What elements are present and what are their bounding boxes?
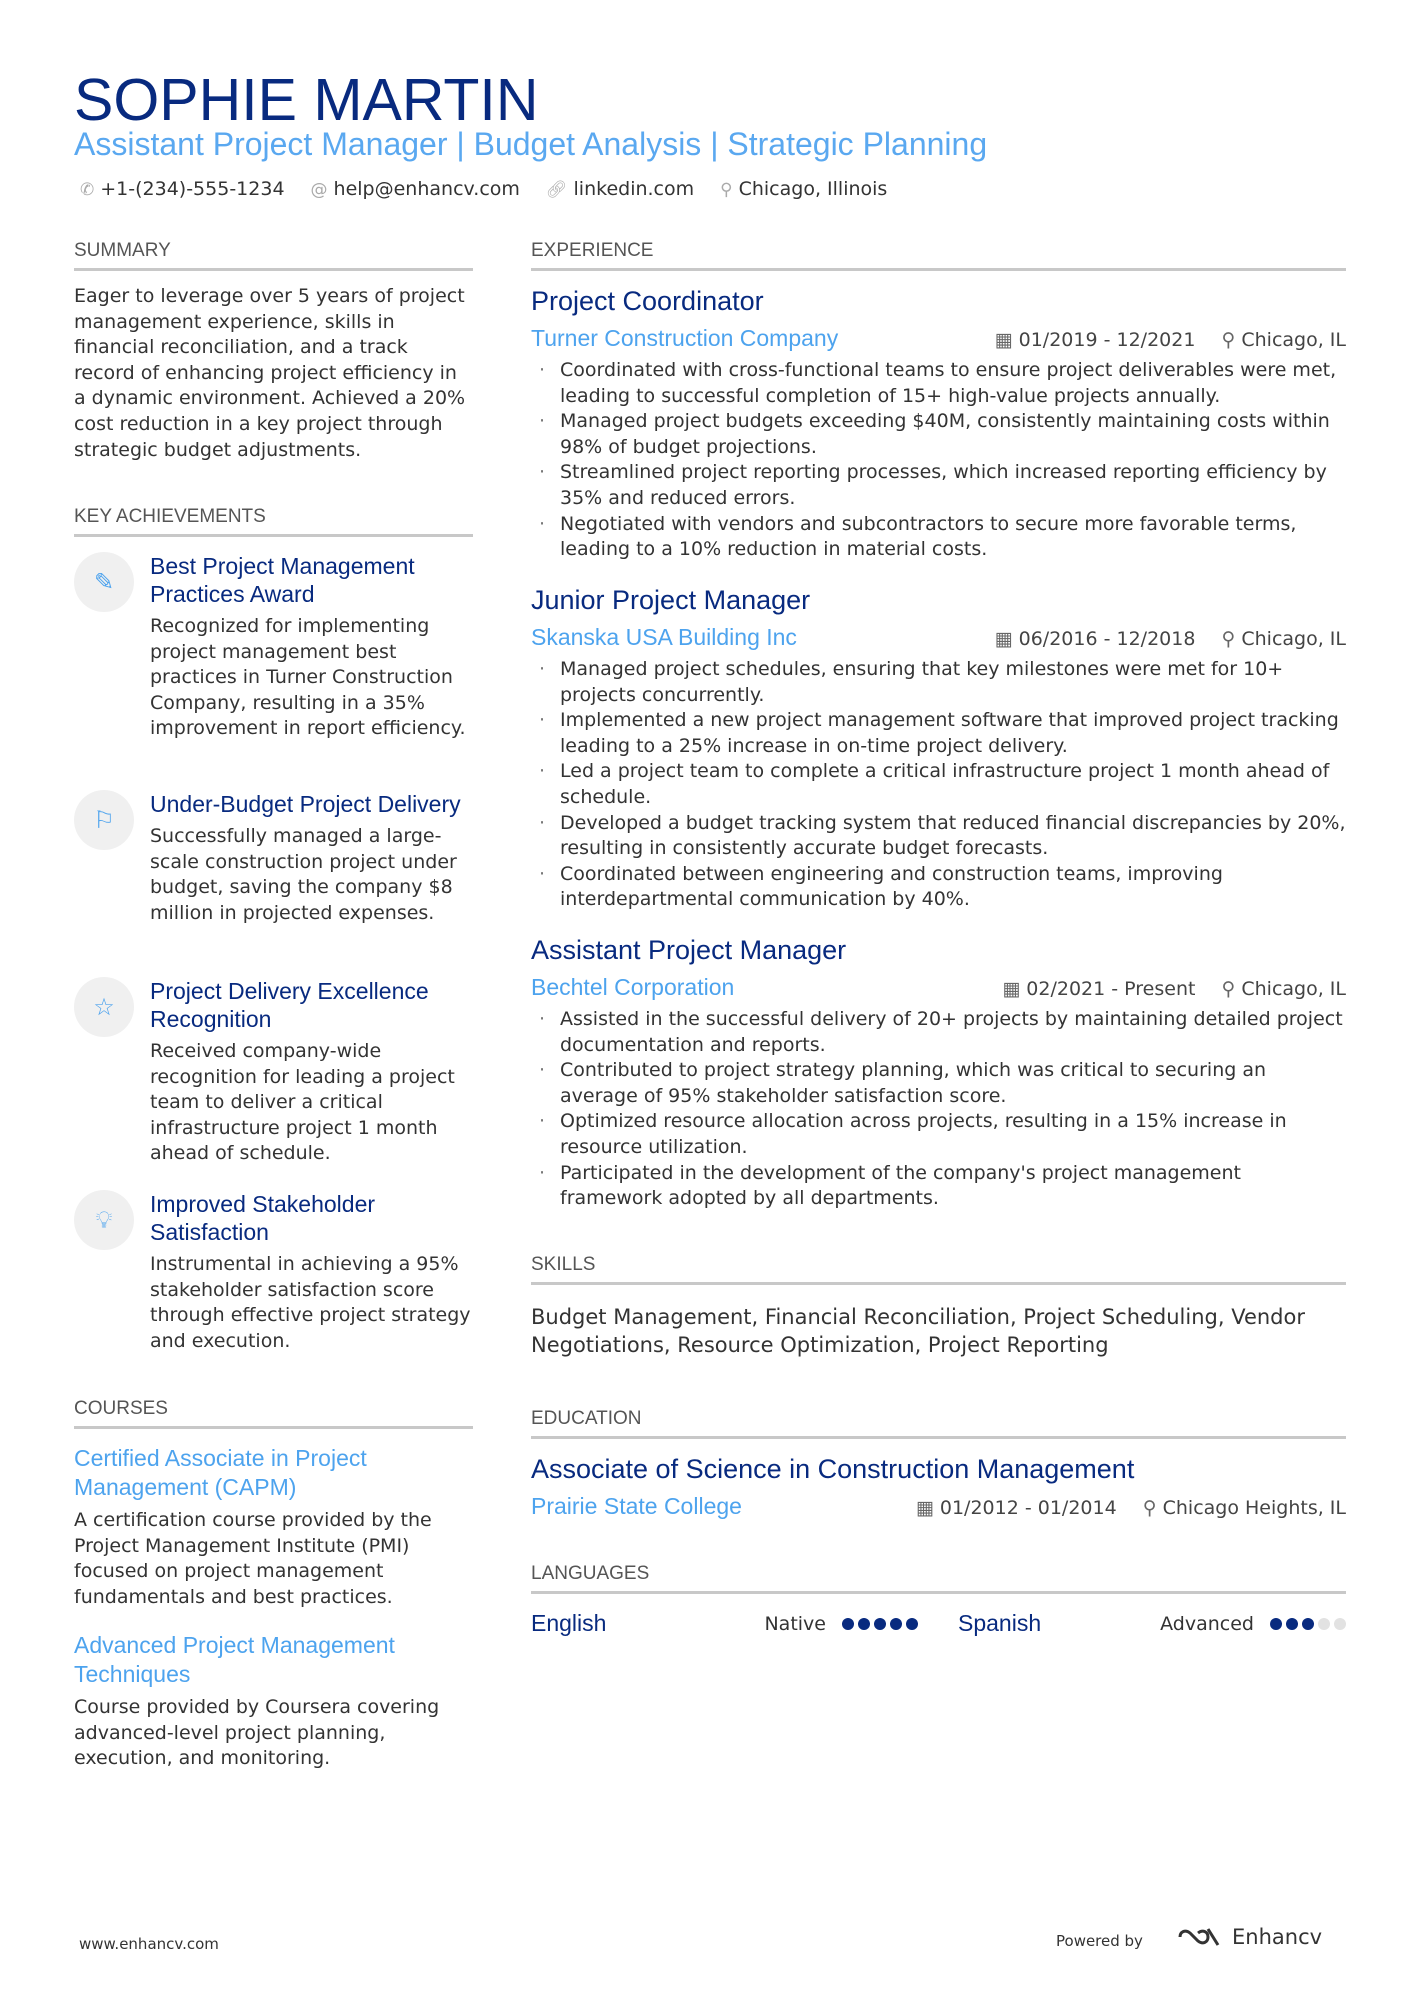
brand-name: Enhancv	[1232, 1925, 1323, 1949]
rating-dot-filled	[1286, 1618, 1298, 1630]
bullet: · Negotiated with vendors and subcontractors to secure more favorable terms, leading to a 10% reduction in material costs.	[531, 512, 1346, 563]
location-pin-icon: ⚲	[1221, 978, 1236, 1000]
achievement-item	[74, 1190, 474, 1354]
bullet: · Optimized resource allocation across projects, resulting in a 15% increase in resource utilization.	[531, 1109, 1346, 1160]
rating-dot-filled	[890, 1618, 902, 1630]
rating-dot-filled	[842, 1618, 854, 1630]
language-name: English	[531, 1610, 607, 1636]
bullet: · Coordinated between engineering and construction teams, improving interdepartmental communication by 40%.	[531, 862, 1346, 913]
location-pin-icon: ⚲	[720, 180, 733, 200]
course-item	[74, 1444, 473, 1610]
location: ⚲ Chicago, Illinois	[720, 178, 888, 200]
job-entry	[531, 286, 1346, 563]
job-title: Junior Project Manager	[531, 585, 811, 615]
bullet: · Coordinated with cross-functional teams to ensure project deliverables were met, leading to successful completion of 15+ high-value projects annually.	[531, 358, 1346, 409]
achievement-item	[74, 977, 474, 1167]
dates: 02/2021 - Present	[1026, 978, 1196, 1000]
course-title: Certified Associate in Project Management (CAPM)	[74, 1445, 367, 1500]
degree: Associate of Science in Construction Management	[531, 1454, 1135, 1484]
job-bullets	[531, 657, 1346, 913]
course-item	[74, 1631, 473, 1772]
course-desc: A certification course provided by the Project Management Institute (PMI) focused on project management fundamentals and best practices.	[74, 1509, 432, 1608]
achievement-desc: Received company-wide recognition for leading a project team to deliver a critical infrastructure project 1 month ahead of schedule.	[150, 1040, 455, 1165]
achievements-heading: KEY ACHIEVEMENTS	[74, 506, 473, 537]
language-level: Native	[764, 1612, 826, 1635]
rating-dot-filled	[858, 1618, 870, 1630]
dates: 06/2016 - 12/2018	[1018, 628, 1196, 650]
company: Turner Construction Company	[531, 325, 839, 351]
course-desc: Course provided by Coursera covering advanced-level project planning, execution, and monitoring.	[74, 1696, 440, 1770]
company: Skanska USA Building Inc	[531, 624, 797, 650]
link[interactable]: 🔗︎ linkedin.com	[545, 178, 695, 200]
candidate-subtitle: Assistant Project Manager | Budget Analysis | Strategic Planning	[74, 126, 988, 162]
achievement-title: Improved Stakeholder Satisfaction	[150, 1191, 376, 1245]
courses-heading: COURSES	[74, 1398, 473, 1429]
location: Chicago, IL	[1241, 978, 1346, 1000]
rating-dot-empty	[1334, 1618, 1346, 1630]
school: Prairie State College	[531, 1493, 742, 1519]
at-icon: @	[310, 180, 328, 200]
job-bullets	[531, 358, 1346, 563]
candidate-name: SOPHIE MARTIN	[74, 67, 539, 133]
skills-text: Budget Management, Financial Reconciliation, Project Scheduling, Vendor Negotiations, Resource Optimization, Project Reporting	[531, 1305, 1305, 1357]
summary-heading: SUMMARY	[74, 240, 473, 271]
location: Chicago, IL	[1241, 628, 1346, 650]
bullet: · Participated in the development of the company's project management framework adopted by all departments.	[531, 1161, 1346, 1212]
calendar-icon: ▦	[994, 628, 1013, 650]
bullet: · Contributed to project strategy planning, which was critical to securing an average of 95% stakeholder satisfaction score.	[531, 1058, 1346, 1109]
dates: 01/2019 - 12/2021	[1018, 329, 1196, 351]
experience-heading: EXPERIENCE	[531, 240, 1346, 271]
language-level: Advanced	[1160, 1612, 1254, 1635]
job-bullets	[531, 1007, 1346, 1212]
calendar-icon: ▦	[994, 329, 1013, 351]
course-title: Advanced Project Management Techniques	[74, 1632, 395, 1687]
rating-dots	[838, 1613, 918, 1635]
bullet: · Managed project schedules, ensuring that key milestones were met for 10+ projects concurrently.	[531, 657, 1346, 708]
magic-wand-icon: ✎	[74, 552, 134, 612]
achievement-title: Best Project Management Practices Award	[150, 553, 415, 607]
email[interactable]: @ help@enhancv.com	[310, 178, 520, 200]
calendar-icon: ▦	[915, 1497, 934, 1519]
summary-text: Eager to leverage over 5 years of project management experience, skills in financial reconciliation, and a track record of enhancing project efficiency in a dynamic environment. Achieved a 20% cost reduction in a key project through strategic budget adjustments.	[74, 285, 466, 461]
language-item	[531, 1610, 918, 1637]
achievement-title: Under-Budget Project Delivery	[150, 791, 461, 817]
job-title: Project Coordinator	[531, 286, 764, 316]
footer-website[interactable]: www.enhancv.com	[79, 1935, 219, 1953]
bullet: · Assisted in the successful delivery of 20+ projects by maintaining detailed project documentation and reports.	[531, 1007, 1346, 1058]
achievement-desc: Instrumental in achieving a 95% stakeholder satisfaction score through effective project strategy and execution.	[150, 1253, 471, 1352]
achievement-desc: Recognized for implementing project management best practices in Turner Construction Company, resulting in a 35% improvement in report efficiency.	[150, 615, 466, 740]
flag-icon: ⚐	[74, 790, 134, 850]
languages-list	[531, 1610, 1346, 1637]
achievement-desc: Successfully managed a large-scale construction project under budget, saving the company $8 million in projected expenses.	[150, 825, 457, 924]
rating-dot-filled	[1302, 1618, 1314, 1630]
language-name: Spanish	[958, 1610, 1042, 1636]
achievement-item	[74, 790, 474, 926]
rating-dot-filled	[906, 1618, 918, 1630]
education-heading: EDUCATION	[531, 1408, 1346, 1439]
bullet: · Streamlined project reporting processes, which increased reporting efficiency by 35% and reduced errors.	[531, 460, 1346, 511]
location: Chicago, IL	[1241, 329, 1346, 351]
dates: 01/2012 - 01/2014	[939, 1497, 1117, 1519]
enhancv-logo-icon	[1176, 1925, 1222, 1949]
star-icon: ☆	[74, 977, 134, 1037]
contact-info	[80, 178, 887, 200]
bullet: · Implemented a new project management software that improved project tracking leading to a 25% increase in on-time project delivery.	[531, 708, 1346, 759]
bullet: · Managed project budgets exceeding $40M, consistently maintaining costs within 98% of budget projections.	[531, 409, 1346, 460]
phone: ✆ +1-(234)-555-1234	[80, 178, 285, 200]
achievement-item	[74, 552, 474, 742]
job-entry	[531, 585, 1346, 913]
skills-heading: SKILLS	[531, 1254, 1346, 1285]
language-item	[958, 1610, 1346, 1637]
footer-powered-by: Powered by	[1056, 1932, 1143, 1950]
company: Bechtel Corporation	[531, 974, 735, 1000]
location-pin-icon: ⚲	[1221, 628, 1236, 650]
link-icon: 🔗︎	[545, 180, 568, 200]
achievement-title: Project Delivery Excellence Recognition	[150, 978, 429, 1032]
rating-dot-filled	[1270, 1618, 1282, 1630]
languages-heading: LANGUAGES	[531, 1563, 1346, 1594]
location: Chicago Heights, IL	[1162, 1497, 1346, 1519]
phone-icon: ✆	[80, 180, 95, 200]
rating-dot-empty	[1318, 1618, 1330, 1630]
calendar-icon: ▦	[1002, 978, 1021, 1000]
job-entry	[531, 935, 1346, 1212]
rating-dot-filled	[874, 1618, 886, 1630]
education-entry	[531, 1454, 1346, 1520]
lightbulb-icon: 💡︎	[74, 1190, 134, 1250]
location-pin-icon: ⚲	[1221, 329, 1236, 351]
enhancv-logo[interactable]	[1176, 1925, 1322, 1949]
bullet: · Led a project team to complete a critical infrastructure project 1 month ahead of schedule.	[531, 759, 1346, 810]
bullet: · Developed a budget tracking system that reduced financial discrepancies by 20%, resulting in consistently accurate budget forecasts.	[531, 811, 1346, 862]
job-title: Assistant Project Manager	[531, 935, 847, 965]
location-pin-icon: ⚲	[1142, 1497, 1157, 1519]
rating-dots	[1266, 1613, 1346, 1635]
